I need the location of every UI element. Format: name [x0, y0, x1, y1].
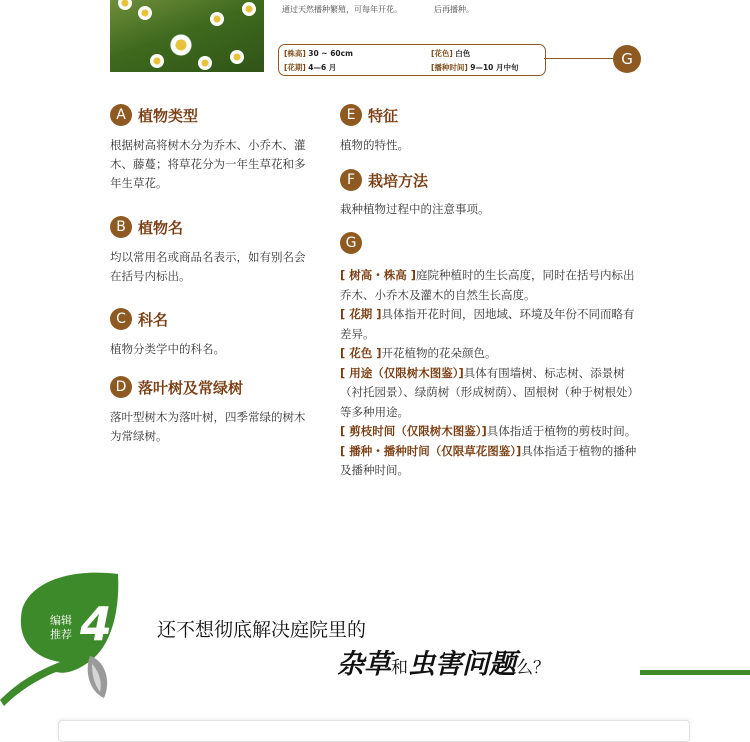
promo-headline-line1: 还不想彻底解决庭院里的: [157, 619, 367, 641]
editor-pick-leaf: [0, 560, 140, 710]
promo-divider: [640, 670, 750, 675]
section-g-list: [340, 266, 640, 481]
section-f-heading: [340, 169, 428, 191]
section-b-title: 植物名: [138, 218, 184, 237]
sowing-time-value: 9—10 月中旬: [470, 63, 519, 72]
section-f-badge: F: [340, 169, 362, 191]
list-item: [340, 364, 640, 423]
badge-number: 4: [80, 597, 113, 651]
list-item: [340, 442, 640, 481]
list-item: [340, 305, 640, 344]
section-g-heading: [340, 232, 368, 254]
section-c-badge: C: [110, 308, 132, 330]
section-e-heading: [340, 104, 398, 126]
next-card: [58, 720, 690, 742]
leaf-icon: [0, 560, 140, 710]
section-a-text: 根据树高将树木分为乔木、小乔木、灌木、藤蔓；将草花分为一年生草花和多年生草花。: [110, 138, 306, 190]
section-d-title: 落叶树及常绿树: [138, 378, 244, 397]
top-description-text-right: 后再播种。: [434, 5, 474, 14]
promo-keyword-pests: 虫害问题: [408, 649, 516, 680]
badge-line1: 编辑: [50, 614, 72, 627]
height-value: 30 ~ 60cm: [308, 49, 353, 58]
flowering-value: 4—6 月: [308, 63, 337, 72]
section-d-text: 落叶型树木为落叶树，四季常绿的树木为常绿树。: [110, 410, 306, 443]
height-tag: [株高]: [284, 49, 306, 58]
list-item-key: [ 树高・株高 ]: [340, 268, 417, 282]
section-c-title: 科名: [138, 310, 169, 329]
chamomile-photo: [110, 0, 264, 72]
promo-keyword-weeds: 杂草: [337, 649, 391, 680]
list-item: [340, 422, 640, 442]
sowing-time-tag: [播种时间]: [431, 63, 468, 72]
section-d-badge: D: [110, 376, 132, 398]
list-item-text: 具体指适于植物的播种及播种时间。: [340, 443, 637, 477]
list-item-text: 庭院种植时的生长高度，同时在括号内标出乔木、小乔木及灌木的自然生长高度。: [340, 268, 635, 302]
section-c-heading: [110, 308, 168, 330]
list-item-key: [ 用途（仅限树木图鉴）]: [340, 365, 464, 380]
flowering-tag: [花期]: [284, 63, 306, 72]
section-f-title: 栽培方法: [368, 171, 429, 190]
section-c-text: 植物分类学中的科名。: [110, 342, 225, 356]
callout-line: [544, 58, 614, 59]
promo-connector: 和: [391, 658, 408, 678]
list-item-key: [ 花色 ]: [340, 346, 382, 360]
plant-info-box: [278, 44, 546, 76]
list-item-key: [ 播种・播种时间（仅限草花图鉴）]: [340, 443, 522, 458]
section-a-heading: [110, 104, 198, 126]
flower-color-tag: [花色]: [431, 49, 453, 58]
callout-marker-g: G: [613, 45, 641, 73]
list-item-text: 具体指适于植物的剪枝时间。: [486, 424, 637, 438]
section-e-badge: E: [340, 104, 362, 126]
list-item: [340, 266, 640, 305]
promo-question: 么？: [516, 658, 550, 678]
section-b-text: 均以常用名或商品名表示，如有别名会在括号内标出。: [110, 250, 306, 283]
section-d-heading: [110, 376, 243, 398]
section-b-badge: B: [110, 216, 132, 238]
section-e-text: 植物的特性。: [340, 138, 409, 152]
list-item-text: 具体有围墙树、标志树、添景树（衬托园景）、绿荫树（形成树荫）、固根树（种于树根处）等多种用途。: [340, 365, 639, 419]
list-item: [340, 344, 640, 364]
list-item-key: [ 花期 ]: [340, 307, 382, 321]
badge-line2: 推荐: [50, 628, 72, 641]
flower-color-value: 白色: [455, 49, 471, 58]
list-item-text: 开花植物的花朵颜色。: [381, 346, 497, 360]
section-a-badge: A: [110, 104, 132, 126]
list-item-text: 具体指开花时间，因地域、环境及年份不同而略有差异。: [340, 307, 635, 341]
section-a-title: 植物类型: [138, 106, 199, 125]
section-f-text: 栽种植物过程中的注意事项。: [340, 202, 490, 216]
section-e-title: 特征: [368, 106, 399, 125]
section-g-badge: G: [340, 232, 362, 254]
list-item-key: [ 剪枝时间（仅限树木图鉴）]: [340, 424, 487, 438]
top-description-text: 通过天然播种繁殖，可每年开花。: [282, 5, 402, 14]
promo-headline-line2: [337, 642, 550, 681]
section-b-heading: [110, 216, 183, 238]
